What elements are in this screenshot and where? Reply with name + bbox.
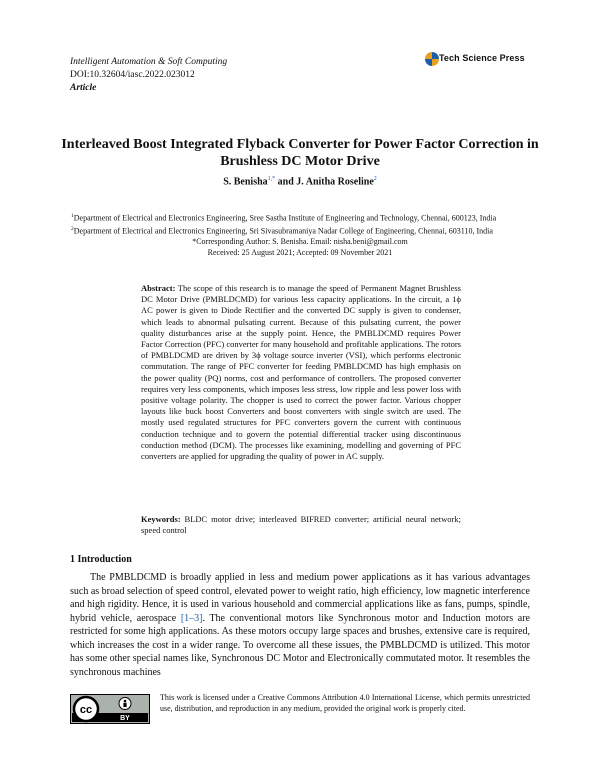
author-1-affiliation-marker[interactable]: 1,* xyxy=(267,176,276,182)
author-2: J. Anitha Roseline xyxy=(296,176,374,188)
article-type: Article xyxy=(70,83,97,93)
corresponding-author: *Corresponding Author: S. Benisha. Email: nisha.beni@gmail.com xyxy=(192,237,408,247)
affiliations xyxy=(40,211,560,258)
intro-text-1: The PMBLDCMD is broadly applied in less and medium power applications as it has various advantages such as broad selection of speed control, elevated power to weight ratio, high efficiency, low magnetic interference and high rigidity. Hence, it is used in various household and commercial applications like as fans, pumps, spindle, hybrid vehicle, aerospace xyxy=(70,572,530,624)
abstract-text: The scope of this research is to manage the speed of Permanent Magnet Brushless DC Motor Drive (PMBLDCMD) for various less capacity applications. In the circuit, a 1ϕ AC power is given to Diode Rectifier and the converted DC supply is given to condenser, which leads to abnormal pulsating current. Because of this pulsating current, the power quality disturbances arise at the supply point. Hence, the PMBLDCMD requires Power Factor Correction (PFC) converter for many household and profitable applications. The rotors of PMBLDCMD are driven by 3ϕ voltage source inverter (VSI), which performs electronic commutation. The range of PFC converter for feeding PMBLDCMD has high emphasis on the power quality (PQ) norms, cost and performance of controllers. The proposed converter requires very less components, which imposes less stress, low ripple and less power loss with positive voltage polarity. The chopper is used to correct the power factor. Various chopper layouts like buck boost Converters and boost converters with single switch are used. The mostly used regulated structures for PFC converters govern the current with continuous conduction technique and to govern the potential differential tracker using discontinuous conduction method (DCM). The processes like examining, modelling and governing of PFC converters are applied for upgrading the quality of power in AC supply. xyxy=(141,283,461,462)
author-2-affiliation-marker[interactable]: 2 xyxy=(373,176,377,182)
keywords-text: BLDC motor drive; interleaved BIFRED converter; artificial neural network; speed control xyxy=(141,514,461,536)
received-accepted-dates: Received: 25 August 2021; Accepted: 09 November 2021 xyxy=(207,247,393,257)
publisher-logo xyxy=(425,51,535,69)
by-label: BY xyxy=(120,715,130,722)
paper-title: Interleaved Boost Integrated Flyback Converter for Power Factor Correction in Brushless DC Motor Drive xyxy=(61,137,539,169)
doi[interactable]: DOI:10.32604/iasc.2022.023012 xyxy=(70,70,195,80)
publisher-name: Tech Science Press xyxy=(439,53,525,63)
intro-text-2: . The conventional motors like Synchronous motor and Induction motors are restricted for some high applications. As these motors occupy large spaces and brushes, extensive care is required, which increases the cost in a wider range. To overcome all these issues, the PMBLDCMD is utilized. This motor has some other special names like, Synchronous DC Motor and Electronically commutated motor. It resembles the synchronous machines xyxy=(70,612,530,678)
affiliation-2-marker: 2 xyxy=(71,226,74,233)
publisher-globe-icon xyxy=(425,52,439,66)
abstract-label: Abstract: xyxy=(141,283,176,293)
affiliation-2-text: Department of Electrical and Electronics Engineering, Sri Sivasubramaniya Nadar College of Engineering, Chennai, 603110, India xyxy=(73,226,493,236)
introduction-paragraph xyxy=(70,571,530,679)
affiliation-1-marker: 1 xyxy=(71,213,74,219)
journal-name: Intelligent Automation & Soft Computing xyxy=(70,57,228,67)
section-heading: 1 Introduction xyxy=(70,554,132,565)
cc-by-icon xyxy=(70,694,150,724)
cc-label: cc xyxy=(79,704,93,716)
author-connector: and xyxy=(275,176,297,188)
affiliation-1-text: Department of Electrical and Electronics Engineering, Sree Sastha Institute of Engineering and Technology, Chennai, 600123, India xyxy=(73,213,497,223)
cc-by-license-badge[interactable] xyxy=(70,694,150,724)
author-1: S. Benisha xyxy=(223,176,268,188)
keywords-label: Keywords: xyxy=(141,514,181,524)
license-statement: This work is licensed under a Creative Commons Attribution 4.0 International License, which permits unrestricted use, distribution, and reproduction in any medium, provided the original work is properly cited. xyxy=(160,693,530,713)
affiliation-1 xyxy=(40,211,560,224)
affiliation-2 xyxy=(40,224,560,237)
citation-link[interactable]: [1–3] xyxy=(180,612,203,624)
author-list xyxy=(40,176,560,187)
keywords xyxy=(141,514,461,536)
abstract xyxy=(141,283,461,462)
